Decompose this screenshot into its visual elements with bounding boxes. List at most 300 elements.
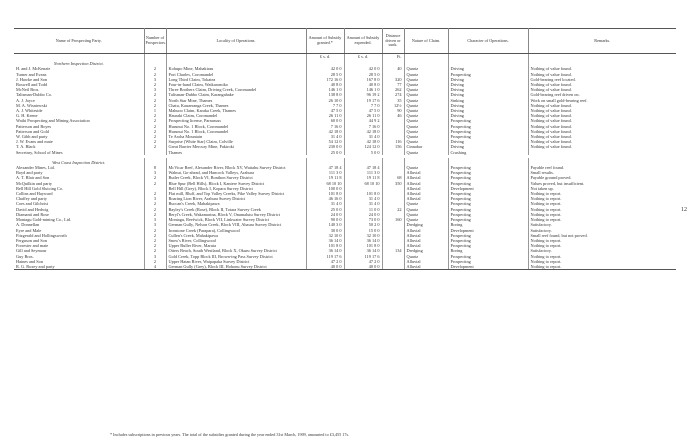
cell-party: Boyd and party [14, 170, 144, 175]
cell-expended: 146 1 0 [344, 87, 382, 92]
cell-subsidy: 7 7 0 [306, 103, 344, 108]
cell-expended: 31 4 0 [344, 201, 382, 206]
cell-locality: Beryl's Creek, Wakamarina, Block V, Onamalutu Survey District [166, 212, 306, 217]
cell-subsidy: 90 0 0 [306, 217, 344, 222]
cell-character: Prospecting [448, 196, 528, 201]
cell-prospectors: 2 [144, 66, 166, 71]
header-remarks: Remarks. [528, 29, 676, 54]
cell-party: Collins and Hayward [14, 191, 144, 196]
cell-locality: Bayley's Creek (Rose), Block II, Totara Survey Creek [166, 207, 306, 212]
cell-distance: 320 [382, 77, 404, 82]
cell-locality: Gold Creek, Topp Block III, Brown-ing Pass Survey District [166, 254, 306, 259]
cell-expended: 167 8 0 [344, 77, 382, 82]
cell-expended: 96 19 2 [344, 92, 382, 97]
cell-prospectors: 3 [144, 77, 166, 82]
cell-distance: 12½ [382, 103, 404, 108]
cell-remarks: Nothing to report. [530, 211, 562, 217]
cell-character: Driving [448, 108, 528, 113]
cell-party: Haines and Son [14, 259, 144, 264]
cell-remarks: Satisfactory. [530, 227, 552, 233]
cell-nature: Quartz [404, 207, 448, 212]
cell-party: M. A. Wisniewski [14, 103, 144, 108]
cell-expended: 119 17 6 [344, 254, 382, 259]
cell-character: Prospecting [448, 124, 528, 129]
cell-expended: 36 14 0 [344, 248, 382, 253]
cell-party: David and Hedwig [14, 207, 144, 212]
cell-subsidy: 40 8 0 [306, 82, 344, 87]
cell-remarks: Satisfactory. [530, 222, 552, 228]
cell-prospectors: 2 [144, 238, 166, 243]
cell-nature: Quartz [404, 72, 448, 77]
cell-locality: Four-in-hand Claim, Waikaromiko [166, 82, 306, 87]
cell-nature: Alluvial [404, 264, 448, 270]
cell-party: Alexander Mines, Ltd. [14, 165, 144, 170]
cell-expended: 15 0 0 [344, 228, 382, 233]
cell-subsidy: 111 3 0 [306, 170, 344, 175]
cell-remarks: Nothing of value found. [530, 134, 572, 140]
cell-nature: Quartz [404, 254, 448, 259]
cell-remarks: Nothing of value found. [530, 144, 572, 150]
cell-nature: Quartz [404, 108, 448, 113]
cell-remarks: Nothing of value found. [530, 128, 572, 134]
cell-distance: 68 [382, 175, 404, 180]
cell-subsidy: 26 11 0 [306, 113, 344, 118]
cell-locality: Te Aroha Mountain [166, 134, 306, 139]
cell-locality: Bell Hill (Grey), Block I, Kopara Survey District [166, 186, 306, 191]
cell-prospectors: 3 [144, 217, 166, 222]
cell-party: J. W. Evans and mate [14, 139, 144, 144]
cell-expended: 7 16 0 [344, 124, 382, 129]
cell-character: Development [448, 228, 528, 233]
cell-nature: Quartz [404, 165, 448, 170]
cell-character: Prospecting [448, 170, 528, 175]
cell-character: Prospecting [448, 259, 528, 264]
cell-prospectors: 2 [144, 98, 166, 103]
cell-party: Eyre and Male [14, 228, 144, 233]
cell-expended: 31 4 0 [344, 134, 382, 139]
cell-remarks: Gold-bearing reef located. [530, 76, 576, 82]
cell-expended: 101 8 0 [344, 191, 382, 196]
section-heading-row [14, 158, 676, 165]
cell-subsidy: 30 0 0 [306, 228, 344, 233]
header-prospectors: Number of Prospectors. [144, 29, 166, 54]
cell-party: Waihi Prospecting and Mining Association [14, 118, 144, 123]
cell-subsidy: 42 18 0 [306, 129, 344, 134]
cell-party: Boswell and Todd [14, 82, 144, 87]
cell-remarks: Nothing to report. [530, 196, 562, 202]
cell-prospectors: 3 [144, 87, 166, 92]
cell-party: Chaffey and party [14, 196, 144, 201]
cell-remarks: Nothing to report. [530, 206, 562, 212]
cell-nature: Quartz [404, 113, 448, 118]
cell-locality: Flat mill, Bluff, and Top Valley Creeks, Pike Valley Survey District [166, 191, 306, 196]
cell-party: A. Donnellan [14, 222, 144, 227]
cell-character: Prospecting [448, 207, 528, 212]
cell-character: Crushing [448, 150, 528, 155]
cell-expended: 47 5 0 [344, 108, 382, 113]
cell-locality: Upper Hatan River, Waipapaka Survey District [166, 259, 306, 264]
cell-character: Prospecting [448, 191, 528, 196]
cell-expended: 101 8 0 [344, 243, 382, 248]
table-header [14, 29, 676, 54]
cell-nature: Quartz [404, 92, 448, 97]
cell-remarks: Nothing of value found. [530, 71, 572, 77]
cell-prospectors: 2 [144, 175, 166, 180]
cell-prospectors: 2 [144, 129, 166, 134]
cell-subsidy: 47 18 4 [306, 165, 344, 170]
cell-subsidy: 47 2 0 [306, 259, 344, 264]
cell-locality: Thames [166, 150, 306, 155]
cell-locality: German Gully (Grey), Block III, Hohonu Survey District [166, 264, 306, 270]
cell-locality: Montagu, Reefwick, Block VII, Linkwater Survey District [166, 217, 306, 222]
cell-nature: Alluvial [404, 191, 448, 196]
cell-subsidy: 36 14 0 [306, 248, 344, 253]
cell-nature: Quartz [404, 150, 448, 155]
cell-character: Development [448, 264, 528, 270]
cell-prospectors: 1 [144, 108, 166, 113]
cell-character: Prospecting [448, 201, 528, 206]
cell-remarks: Nothing of value found. [530, 118, 572, 124]
cell-subsidy: 40 0 0 [306, 264, 344, 270]
cell-locality: Ironstone Creek (Parapara), Collingwood [166, 228, 306, 233]
cell-prospectors: 2 [144, 233, 166, 238]
cell-subsidy: 230 0 0 [306, 144, 344, 149]
cell-distance: 116 [382, 139, 404, 144]
cell-remarks: Nothing of value found. [530, 82, 572, 88]
cell-remarks: Nothing of value found. [530, 108, 572, 114]
cell-nature: Alluvial [404, 233, 448, 238]
cell-locality: Roaring Lion River, Arahura Survey District [166, 196, 306, 201]
cell-locality: Kohupo Mine, Mahakirau [166, 66, 306, 71]
cell-locality: Butler Creek, Block VI, Bonthon Survey District [166, 175, 306, 180]
cell-party: W. Gibb and party [14, 134, 144, 139]
cell-remarks: Nothing of value found. [530, 102, 572, 108]
cell-remarks: Nothing of value found. [530, 87, 572, 93]
cell-prospectors: 3 [144, 222, 166, 227]
cell-remarks: Nothing to report. [528, 264, 676, 270]
cell-nature: Quartz [404, 82, 448, 87]
cell-party: Secretary, School of Mines [14, 150, 144, 155]
cell-subsidy: 60 0 0 [306, 118, 344, 123]
header-distance: Distance driven or sunk. [382, 29, 404, 54]
cell-locality: Mahuoo Claim, Karaka Creek, Thames [166, 108, 306, 113]
header-character: Character of Operations. [448, 29, 528, 54]
cell-prospectors: 2 [144, 72, 166, 77]
cell-expended: 124 12 0 [344, 144, 382, 149]
cell-locality: Long Third Claim, Tokatea [166, 77, 306, 82]
cell-subsidy: 172 16 0 [306, 77, 344, 82]
cell-prospectors: 3 [144, 170, 166, 175]
header-locality: Locality of Operations. [166, 29, 306, 54]
cell-distance: 35 [382, 98, 404, 103]
cell-subsidy: 47 5 0 [306, 108, 344, 113]
cell-remarks: Payable reef found. [530, 165, 565, 171]
header-expended: Amount of Subsidy expended. [344, 29, 382, 54]
cell-party: Diamanti and Rose [14, 212, 144, 217]
cell-expended: 19 17 6 [344, 98, 382, 103]
cell-prospectors: 2 [144, 139, 166, 144]
cell-nature: Alluvial [404, 228, 448, 233]
cell-subsidy: 54 12 0 [306, 139, 344, 144]
subsidies-table [14, 28, 676, 270]
cell-party: McQuilkin and party [14, 181, 144, 186]
cell-character: Prospecting [448, 181, 528, 186]
cell-character: Development [448, 186, 528, 191]
cell-nature: Dredging [404, 222, 448, 227]
cell-locality: North Star Mine, Thames [166, 98, 306, 103]
cell-remarks: Satisfactory. [530, 248, 552, 254]
cell-character: Prospecting [448, 134, 528, 139]
cell-remarks: Nothing to report. [530, 237, 562, 243]
cell-subsidy: 24 0 0 [306, 212, 344, 217]
cell-nature: Quartz [404, 217, 448, 222]
cell-prospectors: 2 [144, 248, 166, 253]
cell-character: Sinking [448, 98, 528, 103]
cell-subsidy: 101 8 0 [306, 191, 344, 196]
cell-locality: McVicar Reef, Alexander River, Block XV, Waitahu Survey District [166, 165, 306, 170]
cell-character: Driving [448, 144, 528, 149]
cell-character: Prospecting [448, 217, 528, 222]
cell-character: Driving [448, 87, 528, 92]
cell-locality: Snow's River, Collingwood [166, 238, 306, 243]
cell-party: Talisman-Dubbo Co. [14, 92, 144, 97]
cell-character: Driving [448, 113, 528, 118]
cell-prospectors: 2 [144, 228, 166, 233]
cell-character: Prospecting [448, 72, 528, 77]
table-body [14, 54, 676, 270]
cell-expended: 36 14 0 [344, 238, 382, 243]
cell-subsidy: 28 5 0 [306, 72, 344, 77]
cell-prospectors: 2 [144, 82, 166, 87]
cell-remarks: Nothing to report. [530, 191, 562, 197]
cell-nature: Cinnabar [404, 144, 448, 149]
cell-expended: 7 7 0 [344, 103, 382, 108]
cell-party: R. G. Roxey and party [14, 264, 144, 270]
cell-prospectors: 2 [144, 207, 166, 212]
cell-expended: 19 11 8 [344, 175, 382, 180]
cell-party: Gill and Seymour [14, 248, 144, 253]
cell-character: Driving [448, 66, 528, 71]
cell-remarks: Nothing to report. [530, 201, 562, 207]
cell-prospectors: 2 [144, 134, 166, 139]
cell-party: J. Hawke and Son [14, 77, 144, 82]
cell-prospectors: 2 [144, 113, 166, 118]
cell-character: Prospecting [448, 165, 528, 170]
cell-character: Prospecting [448, 175, 528, 180]
margin-mark: 12 [681, 207, 687, 213]
cell-party: A. J. Whiteside [14, 108, 144, 113]
cell-subsidy: 68 10 10 [306, 181, 344, 186]
cell-nature: Alluvial [404, 196, 448, 201]
cell-character: Prospecting [448, 243, 528, 248]
cell-nature: Alluvial [404, 243, 448, 248]
cell-character: Prospecting [448, 254, 528, 259]
cell-prospectors: 3 [144, 196, 166, 201]
cell-subsidy: 25 0 0 [306, 150, 344, 155]
cell-subsidy: 140 3 0 [306, 222, 344, 227]
cell-distance: 46 [382, 113, 404, 118]
cell-party: H. and J. McKenzie [14, 66, 144, 71]
header-subsidy: Amount of Subsidy granted.* [306, 29, 344, 54]
cell-nature: Quartz [404, 139, 448, 144]
cell-character: Driving [448, 139, 528, 144]
cell-character: Boring [448, 248, 528, 253]
cell-expended: 26 11 0 [344, 113, 382, 118]
cell-remarks: Nothing of value found. [530, 66, 572, 72]
cell-subsidy: 100 0 0 [306, 186, 344, 191]
cell-nature: Quartz [404, 118, 448, 123]
cell-subsidy: 36 14 0 [306, 238, 344, 243]
cell-remarks: Nothing to report. [530, 253, 562, 259]
cell-remarks: Payable ground proved. [530, 175, 572, 181]
cell-nature: Quartz [404, 212, 448, 217]
cell-distance: 262 [382, 87, 404, 92]
cell-nature: Alluvial [404, 238, 448, 243]
cell-expended: 31 4 0 [344, 196, 382, 201]
section-title: Northern Inspection District. [14, 59, 144, 66]
cell-remarks: Nothing of value found. [530, 123, 572, 129]
cell-remarks: Nothing to report. [530, 258, 562, 264]
cell-subsidy: 7 16 0 [306, 124, 344, 129]
cell-expended: 47 18 4 [344, 165, 382, 170]
cell-remarks: Gold-bearing reef driven on. [530, 92, 580, 98]
cell-expended: 40 0 0 [344, 264, 382, 270]
cell-expended: 42 18 0 [344, 139, 382, 144]
cell-remarks: Nothing to report. [530, 243, 562, 249]
cell-subsidy: 46 16 0 [306, 196, 344, 201]
cell-distance: 22 [382, 207, 404, 212]
cell-expended: 50 2 0 [344, 222, 382, 227]
cell-subsidy: 42 0 0 [306, 66, 344, 71]
cell-character: Prospecting [448, 233, 528, 238]
cell-locality: Hurunui No. 1 Block, Coromandel [166, 124, 306, 129]
cell-locality: Port Charles, Coromandel [166, 72, 306, 77]
cell-subsidy: 119 17 6 [306, 254, 344, 259]
cell-character: Driving [448, 82, 528, 87]
cell-remarks: Values proved, but insufficient. [530, 180, 585, 186]
cell-expended: 40 8 0 [344, 82, 382, 87]
cell-locality: Chatu, Kauaeranga Creek, Thames [166, 103, 306, 108]
cell-nature: Alluvial [404, 175, 448, 180]
cell-expended: 32 10 0 [344, 233, 382, 238]
cell-distance: 90 [382, 108, 404, 113]
cell-nature: Quartz [404, 77, 448, 82]
section-heading-row [14, 59, 676, 66]
cell-character: Driving [448, 92, 528, 97]
cell-nature: Quartz [404, 124, 448, 129]
cell-party: A. J. Joyce [14, 98, 144, 103]
cell-nature: Quartz [404, 66, 448, 71]
cell-prospectors: 2 [144, 191, 166, 196]
cell-prospectors: 2 [144, 259, 166, 264]
cell-nature: Quartz [404, 129, 448, 134]
cell-prospectors: 2 [144, 201, 166, 206]
cell-locality: Prospecting license, Parnassus [166, 118, 306, 123]
cell-party: T. A. Black [14, 144, 144, 149]
cell-party: Patterson and Gold [14, 129, 144, 134]
cell-subsidy: 19 11 8 [306, 175, 344, 180]
cell-subsidy: 32 10 0 [306, 233, 344, 238]
cell-party: Patterson and Boyes [14, 124, 144, 129]
cell-locality: Cullen's Creek, Mahakipawa [166, 233, 306, 238]
cell-expended: 28 5 0 [344, 72, 382, 77]
cell-party: Forrester and mate [14, 243, 144, 248]
cell-expended: 47 2 0 [344, 259, 382, 264]
cell-party: McNeil Bros. [14, 87, 144, 92]
cell-nature: Quartz [404, 98, 448, 103]
cell-locality: German Gully, Nelson Creek, Block VIII, Ahaura Survey District [166, 222, 306, 227]
cell-expended: 24 0 0 [344, 212, 382, 217]
cell-prospectors: 2 [144, 124, 166, 129]
cell-subsidy: 25 0 0 [306, 207, 344, 212]
cell-prospectors: 3 [144, 254, 166, 259]
cell-character: Driving [448, 103, 528, 108]
cell-locality: Hurunui No. 1 Block, Coromandel [166, 129, 306, 134]
cell-character: Prospecting [448, 212, 528, 217]
cell-party: A. T. Blair and Son [14, 175, 144, 180]
cell-remarks: Not taken up. [530, 185, 554, 191]
cell-expended: 42 0 0 [344, 66, 382, 71]
cell-nature: Alluvial [404, 259, 448, 264]
cell-expended: 73 0 0 [344, 217, 382, 222]
cell-locality: Great Barrier Mercury Mine, Pakiroki [166, 144, 306, 149]
cell-expended: 68 10 10 [344, 181, 382, 186]
cell-locality: Hauraki Claim, Coromandel [166, 113, 306, 118]
cell-party: Guy Bros. [14, 254, 144, 259]
cell-remarks: Nothing to report. [530, 217, 562, 223]
cell-party: Montagu Gold-mining Co., Ltd. [14, 217, 144, 222]
cell-party: Coes and Gilchrist [14, 201, 144, 206]
cell-locality: Upper Buller River, Maruia [166, 243, 306, 248]
cell-locality: Otters Beach, South Westland, Block X, Okuru Survey District [166, 248, 306, 253]
cell-locality: Surprise (White Star) Claim, Colville [166, 139, 306, 144]
cell-character: Boring [448, 222, 528, 227]
cell-subsidy: 26 10 0 [306, 98, 344, 103]
cell-distance: 156 [382, 144, 404, 149]
cell-nature: Alluvial [404, 181, 448, 186]
cell-remarks: Nothing of value found. [530, 113, 572, 119]
cell-prospectors: 8 [144, 165, 166, 170]
cell-remarks: Small results. [530, 170, 554, 176]
cell-prospectors: 2 [144, 212, 166, 217]
cell-prospectors: 2 [144, 243, 166, 248]
units-subsidy: £ s. d. [306, 54, 344, 60]
cell-nature: Quartz [404, 87, 448, 92]
cell-party: Fitzgerald and Hollingsworth [14, 233, 144, 238]
cell-expended: 5 0 0 [344, 150, 382, 155]
cell-locality: Talisman-Dubbo Claim, Karangahake [166, 92, 306, 97]
cell-prospectors: 2 [144, 181, 166, 186]
cell-character: Prospecting [448, 118, 528, 123]
cell-distance: 40 [382, 66, 404, 71]
cell-nature: Alluvial [404, 170, 448, 175]
cell-prospectors: 2 [144, 118, 166, 123]
cell-locality: Buccan's Creek, Mahakipawa [166, 201, 306, 206]
cell-character: Driving [448, 77, 528, 82]
cell-distance [382, 264, 404, 270]
section-title: West Coast Inspection District. [14, 158, 144, 165]
units-distance: Ft. [382, 54, 404, 60]
cell-subsidy: 31 4 0 [306, 201, 344, 206]
cell-remarks: Work on small gold-bearing reef. [530, 97, 588, 103]
cell-remarks: Small reef found, but not proved. [530, 232, 588, 238]
cell-subsidy: 31 4 0 [306, 134, 344, 139]
footnote: * Includes subscriptions in previous years. The total of the subsidies granted during the year ended 31st March, 1909, amounted to £3,455 17s. [110, 432, 350, 437]
cell-distance: 274 [382, 92, 404, 97]
cell-character: Prospecting [448, 238, 528, 243]
cell-expended: 42 18 0 [344, 129, 382, 134]
cell-remarks: Nothing of value found. [530, 139, 572, 145]
